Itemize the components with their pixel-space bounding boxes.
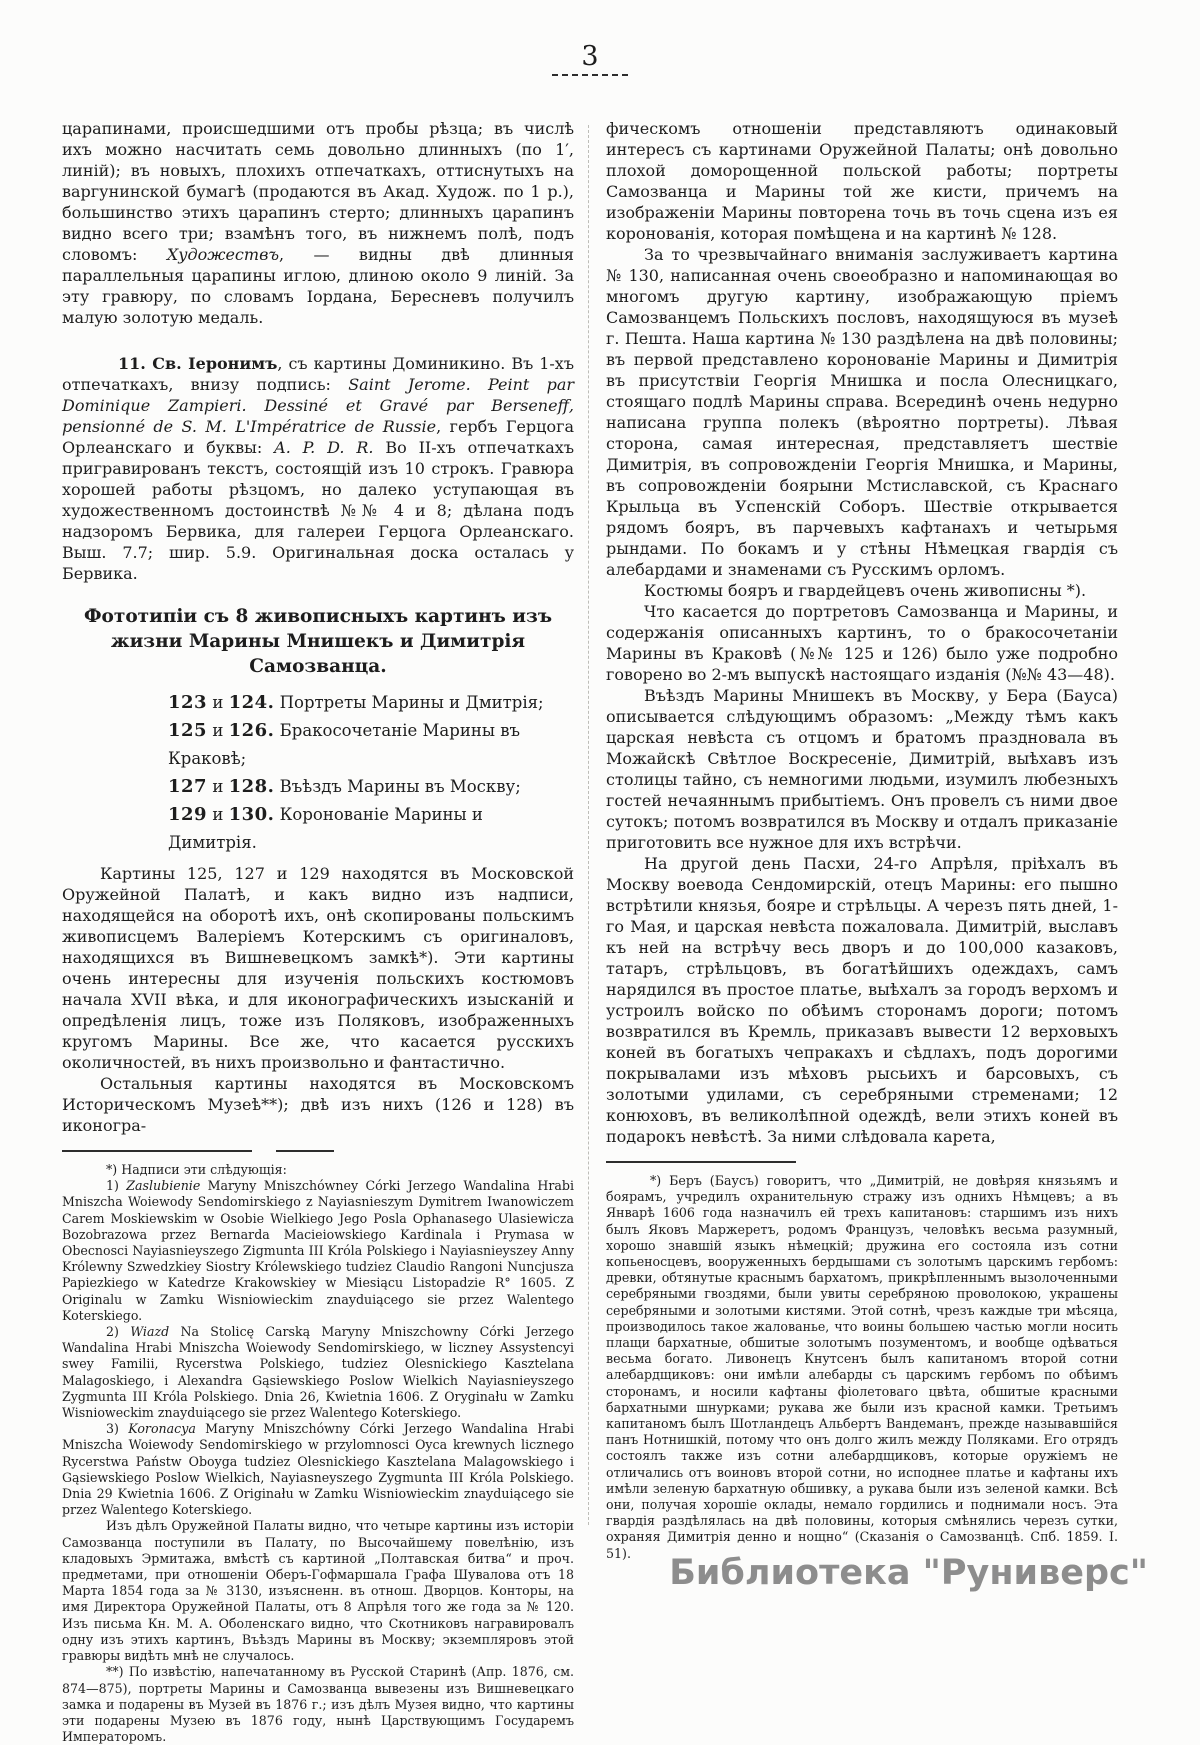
list-item: 125 и 126. Бракосочетаніе Марины въ Краковѣ; bbox=[168, 720, 520, 768]
catalog-entry-11 bbox=[62, 353, 574, 584]
list-item: 127 и 128. Въѣздъ Марины въ Москву; bbox=[168, 776, 521, 797]
right-body-paragraphs bbox=[606, 118, 1118, 1147]
paragraph: На другой день Пасхи, 24-го Апрѣля, пріѣхалъ въ Москву воевода Сендомирскій, отецъ Марины: его пышно встрѣтили князья, бояре и стрѣльцы. А черезъ пять дней, 1-го Мая, и царская невѣста пожаловала. Димитрій, выславъ къ ней на встрѣчу весь дворъ и до 100,000 казаковъ, татаръ, стрѣльцовъ, въ богатѣйшихъ одеждахъ, самъ нарядился въ простое платье, выѣхалъ за городъ верхомъ и устроилъ войско по обѣимъ сторонамъ дороги; потомъ возвратился въ Кремль, приказавъ вывести 12 верховыхъ коней въ богатыхъ чепракахъ и сѣдлахъ, подъ дорогими покрывалами изъ мѣховъ рысьихъ и барсовыхъ, съ золотыми удилами, съ серебряными стременами; 12 конюховъ, въ великолѣпной одеждѣ, вели этихъ коней въ подарокъ невѣстѣ. За ними слѣдовала карета, bbox=[606, 854, 1118, 1146]
page-number-underline bbox=[552, 74, 628, 76]
footnote-paragraph: *) Беръ (Баусъ) говоритъ, что „Димитрій, не довѣряя князьямъ и боярамъ, учредилъ охранительную стражу изъ однихъ Нѣмцевъ; а въ Январѣ 1606 года назначилъ ей трехъ капитановъ: старшимъ изъ нихъ былъ Яковъ Маржеретъ, родомъ Французъ, человѣкъ весьма разумный, хорошо знавшій языкъ нѣмецкій; дружина его состояла изъ сотни копьеносцевъ, вооруженныхъ бердышами съ золотымъ царскимъ гербомъ: древки, обтянутые краснымъ бархатомъ, прикрѣпленнымъ вызолоченными серебряными гвоздями, были увиты серебряною проволокою, украшены серебряными и золотыми кистями. Этой сотнѣ, чрезъ каждые три мѣсяца, производилось такое жалованье, что воины большею частью могли носить плащи бархатные, обшитые золотымъ позументомъ, и вообще одѣваться весьма богато. Ливонецъ Кнутсенъ былъ капитаномъ второй сотни алебардщиковъ: они имѣли алебарды съ царскимъ гербомъ по обѣимъ сторонамъ, и носили кафтаны фіолетоваго цвѣта, обшитые красными бархатными шнурками; рукава же были изъ красной камки. Третьимъ капитаномъ былъ Шотландецъ Альбертъ Вандеманъ, прежде называвшійся панъ Нотнишкій, потому что онъ долго жилъ между Поляками. Его отрядъ состоялъ также изъ сотни алебардщиковъ, которые оружіемъ не отличались отъ воиновъ второй сотни, но исподнее платье и кафтаны ихъ имѣли зеленую бархатную обшивку, а рукава были изъ зеленой камки. Всѣ они, получая хорошіе оклады, немало гордились и поднимали носъ. Эта гвардія раздѣлялась на двѣ половины, которыя смѣнялись черезъ сутки, охраняя Димитрія денно и нощно“ (Сказанія о Самозванцѣ. Спб. 1859. I. 51). bbox=[606, 1173, 1118, 1561]
page-header bbox=[548, 42, 632, 76]
footnote-paragraph: 2) Wiazd Na Stolicę Carską Maryny Mniszchowny Córki Jerzego Wandalina Hrabi Mniszcha Woiewody Sendomirskiego, w liczney Assystencyi swey Familii, Rycerstwa Polskiego, tudziez Olesnickiego Kasztelana Malagoskiego, i Alexandra Gąsiewskiego Poslow Wielkich Nayiasnieyszego Zygmunta III Króla Polskiego. Dnia 26, Kwietnia 1606. Z Oryginału w Zamku Wisnioweckim znayduiącego sie przez Walentego Koterskiego. bbox=[62, 1324, 574, 1421]
left-body-paragraphs bbox=[62, 863, 574, 1136]
paragraph: царапинами, происшедшими отъ пробы рѣзца; въ числѣ ихъ можно насчитать семь довольно длинныхъ (по 1′, линій); въ новыхъ, плохихъ отпечаткахъ, оттиснутыхъ на варгунинской бумагѣ (продаются въ Акад. Худож. по 1 р.), большинство этихъ царапинъ стерто; длинныхъ царапинъ видно всего три; взамѣнъ того, въ нижнемъ полѣ, подъ словомъ: Художествъ, — видны двѣ длинныя параллельныя царапины иглою, длиною около 9 линій. За эту гравюру, по словамъ Іордана, Бересневъ получилъ малую золотую медаль. bbox=[62, 119, 575, 327]
right-column bbox=[606, 118, 1118, 1562]
paragraph: Въѣздъ Марины Мнишекъ въ Москву, у Бера (Бауса) описывается слѣдующимъ образомъ: „Между тѣмъ какъ царская невѣста съ отцомъ и братомъ праздновала въ Можайскѣ Свѣтлое Воскресеніе, Димитрій, выѣхавъ изъ столицы тайно, съ немногими людьми, изумилъ любезныхъ гостей нечаяннымъ прибытіемъ. Онъ провелъ съ ними двое сутокъ; потомъ возвратился въ Москву и отдалъ приказаніе приготовить все нужное для ихъ встрѣчи. bbox=[606, 686, 1118, 852]
list-item: 129 и 130. Коронованіе Марины и Димитрія. bbox=[168, 804, 483, 852]
left-footnotes bbox=[62, 1162, 574, 1745]
list-item: 123 и 124. Портреты Марины и Дмитрія; bbox=[168, 692, 544, 713]
left-column bbox=[62, 118, 574, 1745]
page-number: 3 bbox=[581, 41, 599, 72]
paragraph: фическомъ отношеніи представляютъ одинаковый интересъ съ картинами Оружейной Палаты; онѣ довольно плохой доморощенной польской работы; портреты Самозванца и Марины той же кисти, причемъ на изображеніи Марины повторена точь въ точь сцена изъ ея коронованія, которая помѣщена и на картинѣ № 128. bbox=[606, 119, 1118, 243]
column-gutter-crease bbox=[588, 125, 589, 1525]
paragraph: Картины 125, 127 и 129 находятся въ Московской Оружейной Палатѣ, и какъ видно изъ надписи, находящейся на оборотѣ ихъ, онѣ скопированы польскимъ живописцемъ Валеріемъ Котерскимъ съ оригиналовъ, находящихся въ Вишневецкомъ замкѣ*). Эти картины очень интересны для изученія польскихъ костюмовъ начала XVII вѣка, и для иконографическихъ изысканій и опредѣленія лицъ, тоже изъ Поляковъ, изображенныхъ кругомъ Марины. Все же, что касается русскихъ околичностей, въ нихъ произвольно и фантастично. bbox=[62, 864, 574, 1072]
paragraph: Остальныя картины находятся въ Московскомъ Историческомъ Музеѣ**); двѣ изъ нихъ (126 и 128) въ иконогра- bbox=[62, 1074, 574, 1135]
paragraph: Что касается до портретовъ Самозванца и Марины, и содержанія описанныхъ картинъ, то о бракосочетаніи Марины въ Краковѣ (№№ 125 и 126) было уже подробно говорено во 2-мъ выпускѣ настоящаго изданія (№№ 43—48). bbox=[606, 602, 1118, 684]
right-footnotes bbox=[606, 1173, 1118, 1562]
footnote-paragraph: 3) Koronacya Maryny Mniszchówny Córki Jerzego Wandalina Hrabi Mniszcha Woiewody Sendomirskiego w przylomnosci Oyca krewnych licznego Rycerstwa Państw Oboyga tudziez Olesnickiego Kasztelana Malagowskiego i Gąsiewskiego Poslow Wielkich, Nayiasneyszego Zygmunta III Króla Polskiego. Dnia 29 Kwietnia 1606. Z Originału w Zamku Wisniowieckim znayduiącego sie przez Walentego Koterskiego. bbox=[62, 1421, 574, 1518]
footnote-paragraph: 1) Zaslubienie Maryny Mniszchówney Córki Jerzego Wandalina Hrabi Mniszcha Woiewody Sendomirskiego z Nayiasnieszym Dymitrem Iwanowiczem Carem Moskiewskim w Osobie Wielkiego Jego Posla Ophanasego Ulasiewicza Bozobrazowa przez Bernarda Macieiowskiego Kardinala i Prymasa w Obecnosci Nayiasnieyszego Zigmunta III Króla Polskiego i Nayiasnieyszey Anny Królewny Szwedzkiey Siostry Królewskiego tudziez Claudio Rangoni Nuncjusza Papiezkiego w Katedrze Krakowskiey w Miesiącu Listopadzie R° 1605. Z Originalu w Zamku Wisniowieckim znayduiącego sie przez Walentego Koterskiego. bbox=[62, 1178, 574, 1323]
catalog-list bbox=[62, 689, 574, 857]
separator-line bbox=[62, 1150, 252, 1152]
footnote-paragraph: Изъ дѣлъ Оружейной Палаты видно, что четыре картины изъ исторіи Самозванца поступили въ Палату, по Высочайшему повелѣнію, изъ кладовыхъ Эрмитажа, вмѣстѣ съ картиной „Полтавская битва“ и проч. предметами, при отношеніи Оберъ-Гофмаршала Графа Шувалова отъ 18 Марта 1854 года за № 3130, изъясненн. въ отнош. Дворцов. Конторы, на имя Директора Оружейной Палаты, отъ 8 Апрѣля того же года за № 120. Изъ письма Кн. М. А. Оболенскаго видно, что Скотниковъ награвировалъ одну изъ этихъ картинъ, Въѣздъ Марины въ Москву; экземпляровъ этой гравюры видѣть мнѣ не случалось. bbox=[62, 1518, 574, 1664]
footnote-paragraph: *) Надписи эти слѣдующія: bbox=[106, 1162, 287, 1177]
left-footnote-separator bbox=[62, 1150, 574, 1152]
right-footnote-separator bbox=[606, 1161, 1118, 1163]
left-opening-paragraphs bbox=[62, 118, 574, 328]
separator-line bbox=[276, 1150, 334, 1152]
catalog-entry-paragraph: 11. Св. Іеронимъ, съ картины Доминикино. Въ 1-хъ отпечаткахъ, внизу подпись: Saint Jerome. Peint par Dominique Zampieri. Dessiné et Gravé par Berseneff, pensionné de S. M. L'Impératrice de Russie, гербъ Герцога Орлеанскаго и буквы: A. P. D. R. Во II-хъ отпечаткахъ пригравированъ текстъ, состоящій изъ 10 строкъ. Гравюра хорошей работы рѣзцомъ, но далеко уступающая въ художественномъ достоинствѣ №№ 4 и 8; дѣлана подъ надзоромъ Бервика, для галереи Герцога Орлеанскаго. Выш. 7.7; шир. 5.9. Оригинальная доска осталась у Бервика. bbox=[62, 354, 575, 583]
library-watermark: Библиотека "Руниверс" bbox=[669, 1553, 1148, 1593]
paragraph: За то чрезвычайнаго вниманія заслуживаетъ картина № 130, написанная очень своеобразно и напоминающая во многомъ другую картину, изображающую пріемъ Самозванцемъ Польскихъ пословъ, находящуюся въ музеѣ г. Пешта. Наша картина № 130 раздѣлена на двѣ половины; въ первой представлено коронованіе Марины и Димитрія въ присутствіи Георгія Мнишка и посла Олесницкаго, стоящаго подлѣ Марины справа. Всерединѣ очень недурно написана группа полекъ (вѣроятно портреты). Лѣвая сторона, самая интересная, представляетъ шествіе Димитрія, въ сопровожденіи Георгія Мнишка, и Марины, въ сопровожденіи боярыни Мстиславской, съ Краснаго Крыльца въ Успенскій Соборъ. Шествіе открывается рядомъ бояръ, въ парчевыхъ кафтанахъ и четырьмя рындами. По бокамъ и у стѣны Нѣмецкая гвардія съ алебардами и знаменами съ Русскимъ орломъ. bbox=[606, 245, 1118, 579]
paragraph: Костюмы бояръ и гвардейцевъ очень живописны *). bbox=[644, 581, 1087, 600]
separator-line bbox=[606, 1161, 796, 1163]
section-heading: Фототипіи съ 8 живописныхъ картинъ изъ жизни Марины Мнишекъ и Димитрія Самозванца. bbox=[83, 606, 553, 677]
footnote-paragraph: **) По извѣстію, напечатанному въ Русской Старинѣ (Апр. 1876, см. 874—875), портреты Марины и Самозванца вывезены изъ Вишневецкаго замка и подарены въ Музей въ 1876 г.; изъ дѣлъ Музея видно, что картины эти подарены Музею въ 1876 году, нынѣ Царствующимъ Государемъ Императоромъ. bbox=[62, 1664, 574, 1745]
